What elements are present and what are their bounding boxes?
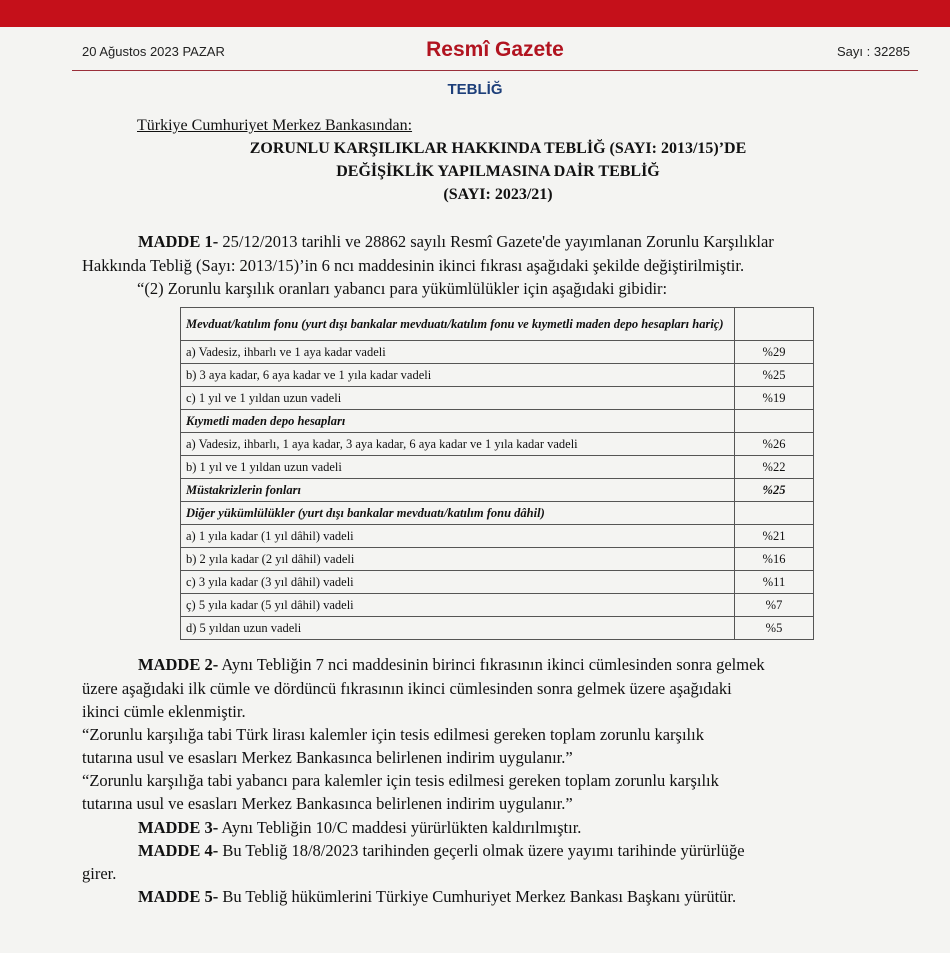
issuer-line: Türkiye Cumhuriyet Merkez Bankasından:: [137, 117, 413, 134]
article-2-line-7: tutarına usul ve esasları Merkez Bankasınca belirlenen indirim uygulanır.”: [82, 794, 573, 813]
reserve-rates-table: [180, 307, 814, 640]
rate-label: b) 1 yıl ve 1 yıldan uzun vadeli: [181, 456, 735, 479]
rate-row: [181, 502, 814, 525]
rate-row: [181, 571, 814, 594]
rate-label: Mevduat/katılım fonu (yurt dışı bankalar mevduatı/katılım fonu ve kıymetli maden depo hesapları hariç): [181, 308, 735, 341]
communique-title-line-3: (SAYI: 2023/21): [443, 186, 553, 203]
article-4-line-2: girer.: [82, 864, 117, 883]
rate-value: %19: [735, 387, 814, 410]
article-5-label: MADDE 5-: [138, 887, 219, 906]
rate-row: [181, 410, 814, 433]
article-2-line-2: üzere aşağıdaki ilk cümle ve dördüncü fıkrasının ikinci cümlesinden sonra gelmek üzere aşağıdaki: [82, 679, 732, 698]
rate-label: a) Vadesiz, ihbarlı, 1 aya kadar, 3 aya kadar, 6 aya kadar ve 1 yıla kadar vadeli: [181, 433, 735, 456]
article-3-line: MADDE 3- Aynı Tebliğin 10/C maddesi yürürlükten kaldırılmıştır.: [138, 818, 582, 837]
article-2-line-1: MADDE 2- Aynı Tebliğin 7 nci maddesinin birinci fıkrasının ikinci cümlesinden sonra gelmek: [138, 655, 765, 674]
article-1-line-3: “(2) Zorunlu karşılık oranları yabancı para yükümlülükler için aşağıdaki gibidir:: [137, 279, 668, 298]
rate-label: Kıymetli maden depo hesapları: [181, 410, 735, 433]
rate-label: c) 3 yıla kadar (3 yıl dâhil) vadeli: [181, 571, 735, 594]
article-4-line-1: MADDE 4- Bu Tebliğ 18/8/2023 tarihinden geçerli olmak üzere yayımı tarihinde yürürlüğe: [138, 841, 745, 860]
article-2-line-6: “Zorunlu karşılığa tabi yabancı para kalemler için tesis edilmesi gereken toplam zorunlu karşılık: [82, 771, 719, 790]
rate-label: b) 3 aya kadar, 6 aya kadar ve 1 yıla kadar vadeli: [181, 364, 735, 387]
communique-title-line-1: ZORUNLU KARŞILIKLAR HAKKINDA TEBLİĞ (SAYI: 2013/15)’DE: [249, 140, 747, 157]
rate-row: [181, 548, 814, 571]
rate-label: Diğer yükümlülükler (yurt dışı bankalar mevduatı/katılım fonu dâhil): [181, 502, 735, 525]
rate-row: [181, 433, 814, 456]
rate-label: b) 2 yıla kadar (2 yıl dâhil) vadeli: [181, 548, 735, 571]
article-1-line-2: Hakkında Tebliğ (Sayı: 2013/15)’in 6 ncı maddesinin ikinci fıkrası aşağıdaki şekilde değiştirilmiştir.: [82, 256, 745, 275]
rate-label: d) 5 yıldan uzun vadeli: [181, 617, 735, 640]
rate-row: [181, 456, 814, 479]
rate-row: [181, 594, 814, 617]
rate-value: [735, 410, 814, 433]
rate-value: [735, 502, 814, 525]
article-2-line-5: tutarına usul ve esasları Merkez Bankasınca belirlenen indirim uygulanır.”: [82, 748, 573, 767]
rate-row: [181, 479, 814, 502]
section-label: TEBLİĞ: [447, 81, 503, 98]
rate-row: [181, 525, 814, 548]
rate-value: %22: [735, 456, 814, 479]
rate-row: [181, 341, 814, 364]
article-1-label: MADDE 1-: [138, 232, 219, 251]
article-2-line-4: “Zorunlu karşılığa tabi Türk lirası kalemler için tesis edilmesi gereken toplam zorunlu karşılık: [82, 725, 704, 744]
rate-label: a) Vadesiz, ihbarlı ve 1 aya kadar vadeli: [181, 341, 735, 364]
rate-value: [735, 308, 814, 341]
communique-title-line-2: DEĞİŞİKLİK YAPILMASINA DAİR TEBLİĞ: [336, 163, 660, 180]
rate-label: c) 1 yıl ve 1 yıldan uzun vadeli: [181, 387, 735, 410]
top-red-bar: [0, 0, 950, 27]
gazette-title: Resmî Gazete: [426, 38, 564, 61]
rate-value: %21: [735, 525, 814, 548]
rate-value: %26: [735, 433, 814, 456]
article-3-label: MADDE 3-: [138, 818, 219, 837]
article-1-line-1: MADDE 1- 25/12/2013 tarihli ve 28862 sayılı Resmî Gazete'de yayımlanan Zorunlu Karşılıklar: [138, 232, 774, 251]
rate-label: Müstakrizlerin fonları: [181, 479, 735, 502]
rate-label: a) 1 yıla kadar (1 yıl dâhil) vadeli: [181, 525, 735, 548]
gazette-header: [72, 34, 918, 71]
rate-value: %7: [735, 594, 814, 617]
issue-number: Sayı : 32285: [837, 44, 910, 59]
article-4-label: MADDE 4-: [138, 841, 219, 860]
rate-value: %11: [735, 571, 814, 594]
article-2-label: MADDE 2-: [138, 655, 219, 674]
article-5-line: MADDE 5- Bu Tebliğ hükümlerini Türkiye Cumhuriyet Merkez Bankası Başkanı yürütür.: [138, 887, 737, 906]
rate-value: %29: [735, 341, 814, 364]
rate-row: [181, 617, 814, 640]
rate-label: ç) 5 yıla kadar (5 yıl dâhil) vadeli: [181, 594, 735, 617]
rate-value: %16: [735, 548, 814, 571]
article-2-line-3: ikinci cümle eklenmiştir.: [82, 702, 246, 721]
rate-value: %25: [735, 364, 814, 387]
rate-value: %5: [735, 617, 814, 640]
reserve-rates-table-body: [181, 308, 814, 640]
header-date: 20 Ağustos 2023 PAZAR: [82, 44, 225, 59]
rate-row: [181, 364, 814, 387]
rate-row: [181, 387, 814, 410]
rate-row: [181, 308, 814, 341]
rate-value: %25: [735, 479, 814, 502]
